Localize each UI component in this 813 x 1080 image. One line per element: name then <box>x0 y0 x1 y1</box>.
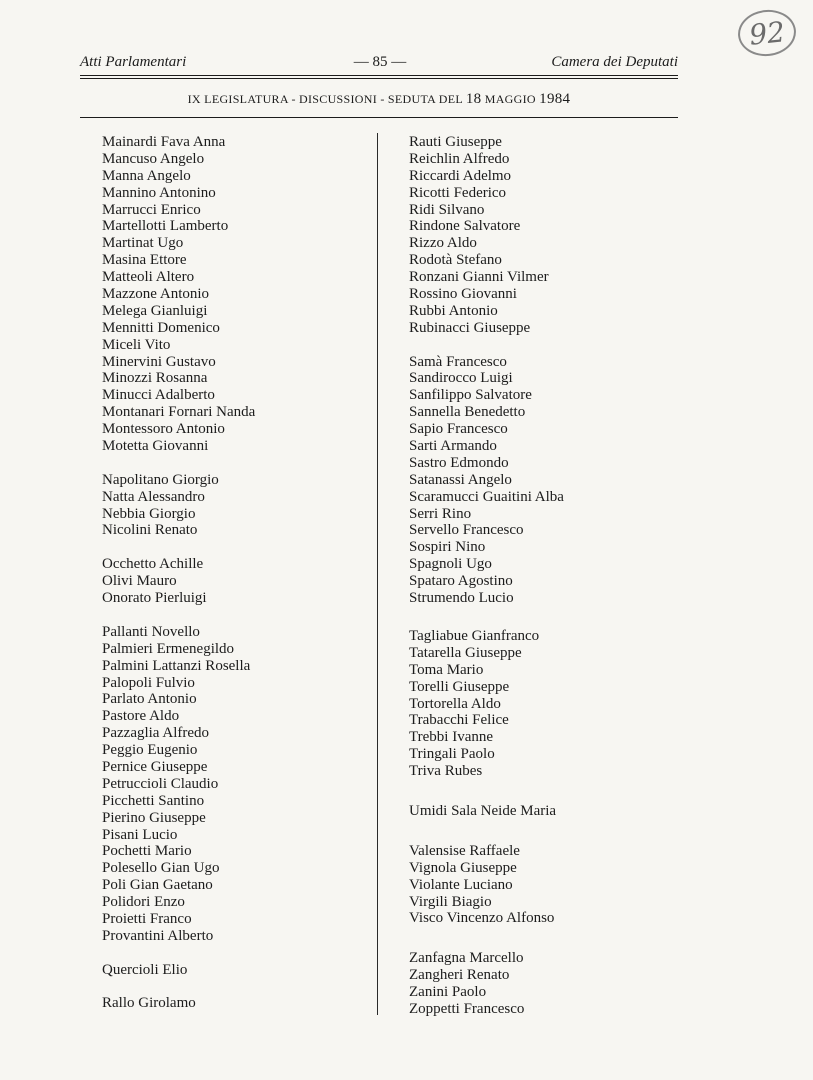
deputy-name: Violante Luciano <box>409 876 513 893</box>
deputy-name: Vignola Giuseppe <box>409 859 517 876</box>
deputy-name: Reichlin Alfredo <box>409 150 510 167</box>
session-month: MAGGIO <box>481 92 540 106</box>
deputy-name: Zoppetti Francesco <box>409 1000 525 1017</box>
deputy-name: Satanassi Angelo <box>409 471 512 488</box>
deputy-name: Ricotti Federico <box>409 184 507 201</box>
deputy-name: Riccardi Adelmo <box>409 167 512 184</box>
deputy-name: Sospiri Nino <box>409 539 486 556</box>
name-group <box>102 995 362 1012</box>
deputy-name: Valensise Raffaele <box>409 842 520 859</box>
deputy-name: Mancuso Angelo <box>102 150 205 167</box>
deputy-name: Napolitano Giorgio <box>102 471 219 488</box>
deputy-name: Serri Rino <box>409 505 472 522</box>
deputy-name: Masina Ettore <box>102 252 187 269</box>
deputy-name: Tortorella Aldo <box>409 695 501 712</box>
deputy-name: Zanini Paolo <box>409 984 487 1001</box>
deputy-name: Servello Francesco <box>409 522 524 539</box>
deputy-name: Onorato Pierluigi <box>102 590 207 607</box>
deputy-name: Natta Alessandro <box>102 488 205 505</box>
deputy-name: Montanari Fornari Nanda <box>102 404 256 421</box>
deputy-name: Sannella Benedetto <box>409 404 526 421</box>
deputy-name: Provantini Alberto <box>102 927 214 944</box>
name-group <box>102 134 362 455</box>
deputy-name: Spataro Agostino <box>409 573 513 590</box>
name-group <box>409 803 709 820</box>
deputy-name: Rubbi Antonio <box>409 302 498 319</box>
deputy-name: Picchetti Santino <box>102 792 205 809</box>
deputy-name: Occhetto Achille <box>102 556 204 573</box>
deputy-name: Rossino Giovanni <box>409 286 517 303</box>
deputy-name: Sandirocco Luigi <box>409 370 513 387</box>
deputy-name: Quercioli Elio <box>102 961 188 978</box>
deputy-name: Pisani Lucio <box>102 826 178 843</box>
column-divider <box>377 133 378 1015</box>
deputy-name: Strumendo Lucio <box>409 590 514 607</box>
deputy-name: Rindone Salvatore <box>409 218 521 235</box>
deputy-name: Virgili Biagio <box>409 893 492 910</box>
deputy-name: Minucci Adalberto <box>102 387 215 404</box>
page-header <box>80 54 678 74</box>
deputy-name: Rizzo Aldo <box>409 235 477 252</box>
deputy-name: Mennitti Domenico <box>102 319 220 336</box>
deputy-name: Rodotà Stefano <box>409 252 502 269</box>
deputy-name: Polidori Enzo <box>102 894 185 911</box>
deputy-name: Nicolini Renato <box>102 522 198 539</box>
name-group <box>409 843 709 927</box>
deputy-name: Ronzani Gianni Vilmer <box>409 269 549 286</box>
deputy-name: Spagnoli Ugo <box>409 556 492 573</box>
deputy-name: Minervini Gustavo <box>102 353 216 370</box>
deputy-name: Proietti Franco <box>102 910 192 927</box>
deputy-name: Parlato Antonio <box>102 691 197 708</box>
header-chamber: Camera dei Deputati <box>551 54 678 70</box>
deputy-name: Mainardi Fava Anna <box>102 134 226 150</box>
deputy-name: Melega Gianluigi <box>102 302 208 319</box>
deputy-name: Manna Angelo <box>102 167 191 184</box>
deputy-name: Torelli Giuseppe <box>409 678 510 695</box>
deputy-name: Trebbi Ivanne <box>409 729 494 746</box>
deputy-name: Mannino Antonino <box>102 184 216 201</box>
deputy-name: Pallanti Novello <box>102 623 200 640</box>
deputy-name: Mazzone Antonio <box>102 286 210 303</box>
deputy-name: Olivi Mauro <box>102 573 177 590</box>
deputy-name: Samà Francesco <box>409 353 507 370</box>
deputy-name: Pernice Giuseppe <box>102 758 208 775</box>
deputy-name: Rubinacci Giuseppe <box>409 319 531 336</box>
deputy-name: Tringali Paolo <box>409 746 495 763</box>
deputy-name: Martinat Ugo <box>102 235 184 252</box>
name-group <box>409 628 709 780</box>
deputy-name: Triva Rubes <box>409 763 483 780</box>
deputy-name: Peggio Eugenio <box>102 742 198 759</box>
deputy-name: Martellotti Lamberto <box>102 218 229 235</box>
deputy-name: Rauti Giuseppe <box>409 134 502 150</box>
deputy-name: Visco Vincenzo Alfonso <box>409 910 555 927</box>
deputy-name: Miceli Vito <box>102 336 171 353</box>
deputy-name: Pastore Aldo <box>102 708 180 725</box>
header-page-number: — 85 — <box>353 54 407 70</box>
deputy-name: Motetta Giovanni <box>102 438 209 455</box>
deputy-name: Trabacchi Felice <box>409 712 509 729</box>
deputy-name: Umidi Sala Neide Maria <box>409 802 557 819</box>
deputy-name: Tatarella Giuseppe <box>409 644 522 661</box>
deputy-name: Marrucci Enrico <box>102 201 201 218</box>
deputy-name: Poli Gian Gaetano <box>102 877 213 894</box>
session-year: 1984 <box>539 91 571 107</box>
deputy-name: Sastro Edmondo <box>409 454 509 471</box>
name-group <box>102 962 362 979</box>
name-group <box>409 950 709 1018</box>
deputy-name: Sapio Francesco <box>409 421 508 438</box>
deputy-name: Ridi Silvano <box>409 201 485 218</box>
deputy-name: Nebbia Giorgio <box>102 505 196 522</box>
deputy-name: Scaramucci Guaitini Alba <box>409 488 564 505</box>
session-day: 18 <box>465 91 482 107</box>
deputy-name: Minozzi Rosanna <box>102 370 208 387</box>
deputy-name: Palmieri Ermenegildo <box>102 640 235 657</box>
deputy-name: Petruccioli Claudio <box>102 775 219 792</box>
name-group <box>102 624 362 945</box>
session-subheader <box>80 91 678 108</box>
deputy-name: Matteoli Altero <box>102 269 195 286</box>
deputy-name: Montessoro Antonio <box>102 421 225 438</box>
name-group <box>409 354 709 607</box>
deputy-name: Pierino Giuseppe <box>102 809 206 826</box>
deputy-name: Sanfilippo Salvatore <box>409 387 532 404</box>
deputy-name: Zanfagna Marcello <box>409 950 524 967</box>
header-rule-bottom <box>80 78 678 79</box>
deputy-name: Palopoli Fulvio <box>102 674 195 691</box>
header-rule-top <box>80 75 678 76</box>
deputy-name: Zangheri Renato <box>409 967 510 984</box>
session-prefix: IX LEGISLATURA - DISCUSSIONI - SEDUTA DEL <box>187 92 466 106</box>
name-group <box>409 134 709 337</box>
right-name-column <box>409 134 709 1018</box>
subheader-rule <box>80 117 678 118</box>
deputy-name: Tagliabue Gianfranco <box>409 627 540 644</box>
deputy-name: Toma Mario <box>409 661 484 678</box>
deputy-name: Polesello Gian Ugo <box>102 860 220 877</box>
header-publication: Atti Parlamentari <box>80 54 187 70</box>
deputy-name: Pazzaglia Alfredo <box>102 725 210 742</box>
deputy-name: Pochetti Mario <box>102 843 192 860</box>
deputy-name: Sarti Armando <box>409 438 497 455</box>
deputy-name: Rallo Girolamo <box>102 995 196 1012</box>
deputy-name: Palmini Lattanzi Rosella <box>102 657 251 674</box>
left-name-column <box>102 134 362 1012</box>
name-group <box>102 472 362 540</box>
page-number-stamp: 92 <box>736 7 798 59</box>
name-group <box>102 556 362 607</box>
